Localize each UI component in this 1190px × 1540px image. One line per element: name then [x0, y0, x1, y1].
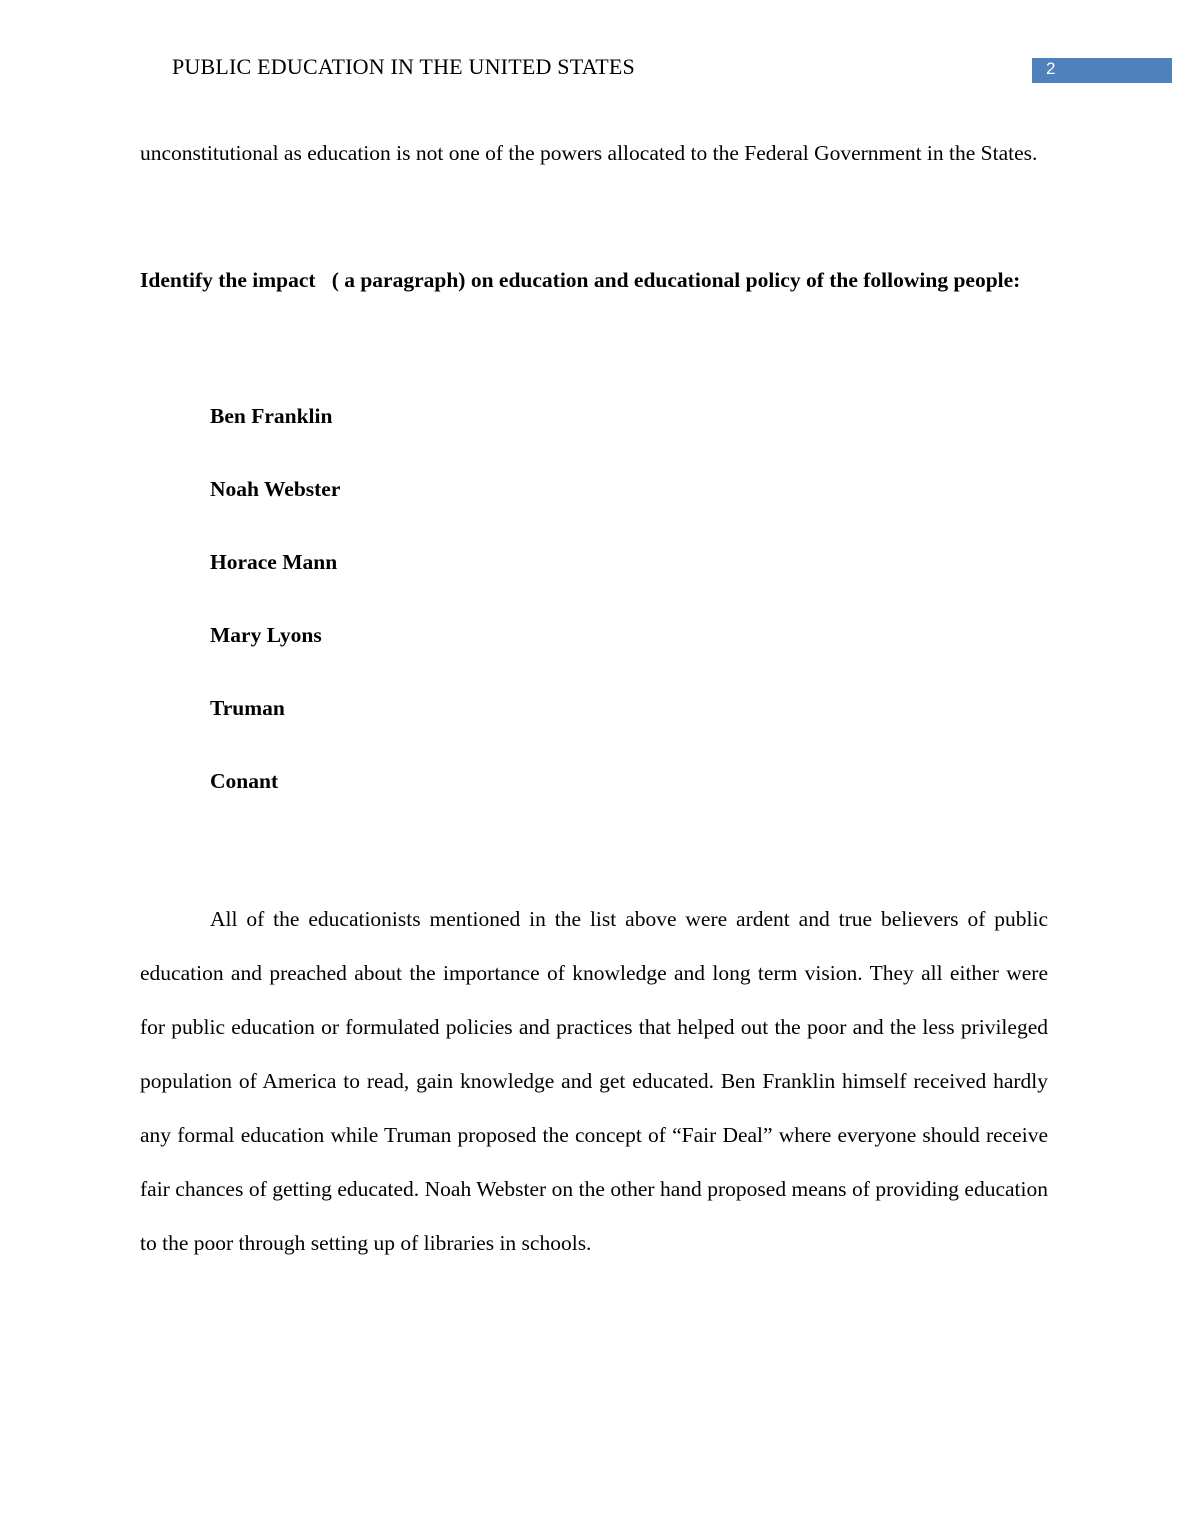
carryover-paragraph: unconstitutional as education is not one of the powers allocated to the Federal Government in the States.	[140, 141, 1038, 165]
list-item: Conant	[210, 769, 279, 793]
list-item: Truman	[210, 696, 285, 720]
answer-paragraph: All of the educationists mentioned in the list above were ardent and true believers of public education and preached about the importance of knowledge and long term vision. They all either were for public education or formulated policies and practices that helped out the poor and the less privileged population of America to read, gain knowledge and get educated. Ben Franklin himself received hardly any formal education while Truman proposed the concept of “Fair Deal” where everyone should receive fair chances of getting educated. Noah Webster on the other hand proposed means of providing education to the poor through setting up of libraries in schools.	[140, 907, 1048, 1255]
people-list	[210, 380, 340, 818]
list-item: Noah Webster	[210, 477, 341, 501]
running-head: PUBLIC EDUCATION IN THE UNITED STATES	[172, 54, 635, 79]
list-item: Horace Mann	[210, 550, 338, 574]
page-number-box	[1032, 58, 1172, 83]
list-item: Ben Franklin	[210, 404, 333, 428]
page-number: 2	[1046, 59, 1056, 78]
list-item: Mary Lyons	[210, 623, 322, 647]
question-heading: Identify the impact ( a paragraph) on education and educational policy of the following people:	[140, 268, 1021, 292]
